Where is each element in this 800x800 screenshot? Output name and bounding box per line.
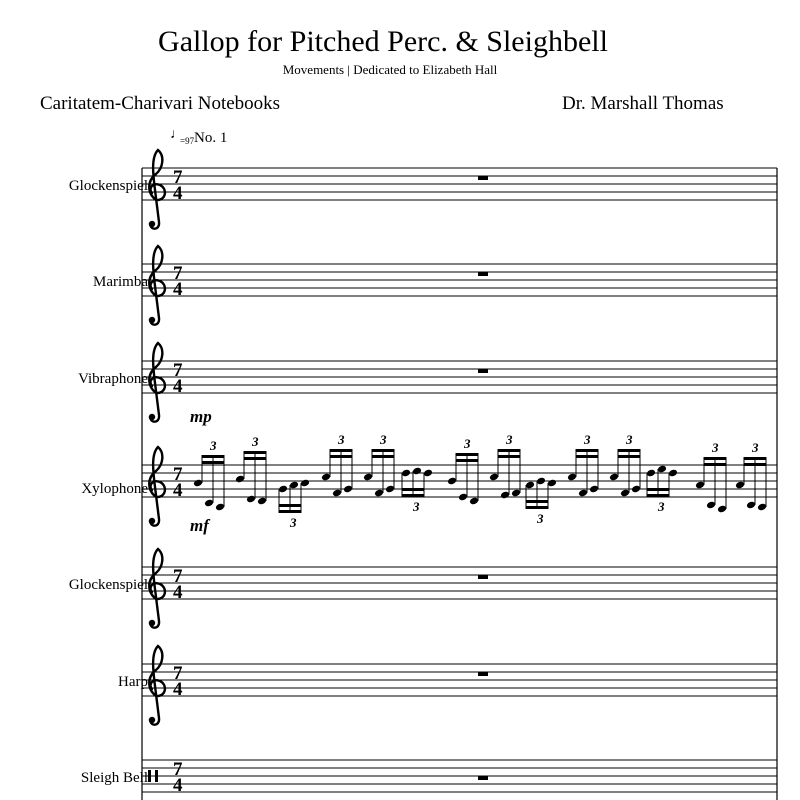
tuplet-number: 3 xyxy=(290,515,297,530)
time-sig-numerator: 7 xyxy=(173,464,183,485)
staff-label-xylophone: Xylophone xyxy=(81,481,148,497)
time-sig-numerator: 7 xyxy=(173,759,183,780)
time-sig-denominator: 4 xyxy=(173,279,183,300)
treble-clef-icon xyxy=(149,447,165,526)
treble-clef-icon xyxy=(149,549,165,628)
tuplet-number: 3 xyxy=(338,432,345,447)
tuplet-number: 3 xyxy=(506,432,513,447)
time-sig-denominator: 4 xyxy=(173,183,183,204)
note-beam xyxy=(744,457,766,460)
note-beam xyxy=(372,455,394,458)
time-sig-denominator: 4 xyxy=(173,775,183,796)
note-beam xyxy=(704,457,726,460)
whole-rest-icon xyxy=(478,176,488,180)
whole-rest-icon xyxy=(478,776,488,780)
note-beam xyxy=(647,494,669,497)
note-beam xyxy=(744,463,766,466)
note-beam xyxy=(402,488,424,491)
tuplet-number: 3 xyxy=(210,438,217,453)
note-beam xyxy=(372,449,394,452)
time-sig-denominator: 4 xyxy=(173,679,183,700)
staff-marimba xyxy=(142,246,777,325)
dynamic-mp: mp xyxy=(190,407,212,426)
note-beam xyxy=(279,504,301,507)
note-beam xyxy=(576,449,598,452)
note-beam xyxy=(456,453,478,456)
movement-label: No. 1 xyxy=(194,130,228,146)
note-beam xyxy=(647,488,669,491)
tuplet-number: 3 xyxy=(537,511,544,526)
note-beam xyxy=(330,455,352,458)
whole-rest-icon xyxy=(478,575,488,579)
time-sig-numerator: 7 xyxy=(173,663,183,684)
note-beam xyxy=(576,455,598,458)
staff-harp xyxy=(142,646,777,725)
publisher-name: Caritatem-Charivari Notebooks xyxy=(40,93,281,114)
note-beam xyxy=(456,459,478,462)
staff-label-glockenspiel: Glockenspiel xyxy=(68,178,148,194)
tuplet-number: 3 xyxy=(380,432,387,447)
staff-glockenspiel xyxy=(142,150,777,229)
staff-label-sleigh-bell: Sleigh Bell xyxy=(80,770,148,786)
note-beam xyxy=(244,457,266,460)
note-beam xyxy=(330,449,352,452)
tempo-value: =97 xyxy=(180,136,195,146)
staff-glockenspiel-2 xyxy=(142,549,777,628)
staff-label-marimba: Marimba xyxy=(93,274,148,290)
time-sig-denominator: 4 xyxy=(173,582,183,603)
tuplet-number: 3 xyxy=(712,440,719,455)
note-beam xyxy=(526,506,548,509)
tuplet-number: 3 xyxy=(464,436,471,451)
note-beam xyxy=(618,449,640,452)
staff-label-harp: Harp xyxy=(118,674,148,690)
note-beam xyxy=(618,455,640,458)
time-sig-numerator: 7 xyxy=(173,360,183,381)
treble-clef-icon xyxy=(149,246,165,325)
tuplet-number: 3 xyxy=(584,432,591,447)
note-beam xyxy=(498,449,520,452)
staff-vibraphone xyxy=(142,343,777,422)
tuplet-number: 3 xyxy=(658,499,665,514)
note-beam xyxy=(526,500,548,503)
note-beam xyxy=(402,494,424,497)
treble-clef-icon xyxy=(149,150,165,229)
staff-label-glockenspiel-2: Glockenspiel xyxy=(68,577,148,593)
tuplet-number: 3 xyxy=(252,434,259,449)
quarter-note-icon: ♩ xyxy=(170,127,184,142)
whole-rest-icon xyxy=(478,672,488,676)
whole-rest-icon xyxy=(478,272,488,276)
time-sig-numerator: 7 xyxy=(173,167,183,188)
treble-clef-icon xyxy=(149,343,165,422)
tuplet-number: 3 xyxy=(626,432,633,447)
note-beam xyxy=(279,510,301,513)
composer-name: Dr. Marshall Thomas xyxy=(562,93,724,114)
staff-sleigh-bell xyxy=(142,759,777,796)
time-sig-numerator: 7 xyxy=(173,566,183,587)
tuplet-number: 3 xyxy=(752,440,759,455)
note-beam xyxy=(202,461,224,464)
time-sig-numerator: 7 xyxy=(173,263,183,284)
dynamic-mf: mf xyxy=(190,516,209,535)
tuplet-number: 3 xyxy=(413,499,420,514)
staff-label-vibraphone: Vibraphone xyxy=(78,371,148,387)
time-sig-denominator: 4 xyxy=(173,480,183,501)
note-beam xyxy=(704,463,726,466)
whole-rest-icon xyxy=(478,369,488,373)
treble-clef-icon xyxy=(149,646,165,725)
time-sig-denominator: 4 xyxy=(173,376,183,397)
note-beam xyxy=(202,455,224,458)
score-title: Gallop for Pitched Perc. & Sleighbell xyxy=(158,25,608,58)
staff-xylophone xyxy=(142,407,777,535)
score-subtitle: Movements | Dedicated to Elizabeth Hall xyxy=(282,62,498,77)
note-beam xyxy=(498,455,520,458)
note-beam xyxy=(244,451,266,454)
